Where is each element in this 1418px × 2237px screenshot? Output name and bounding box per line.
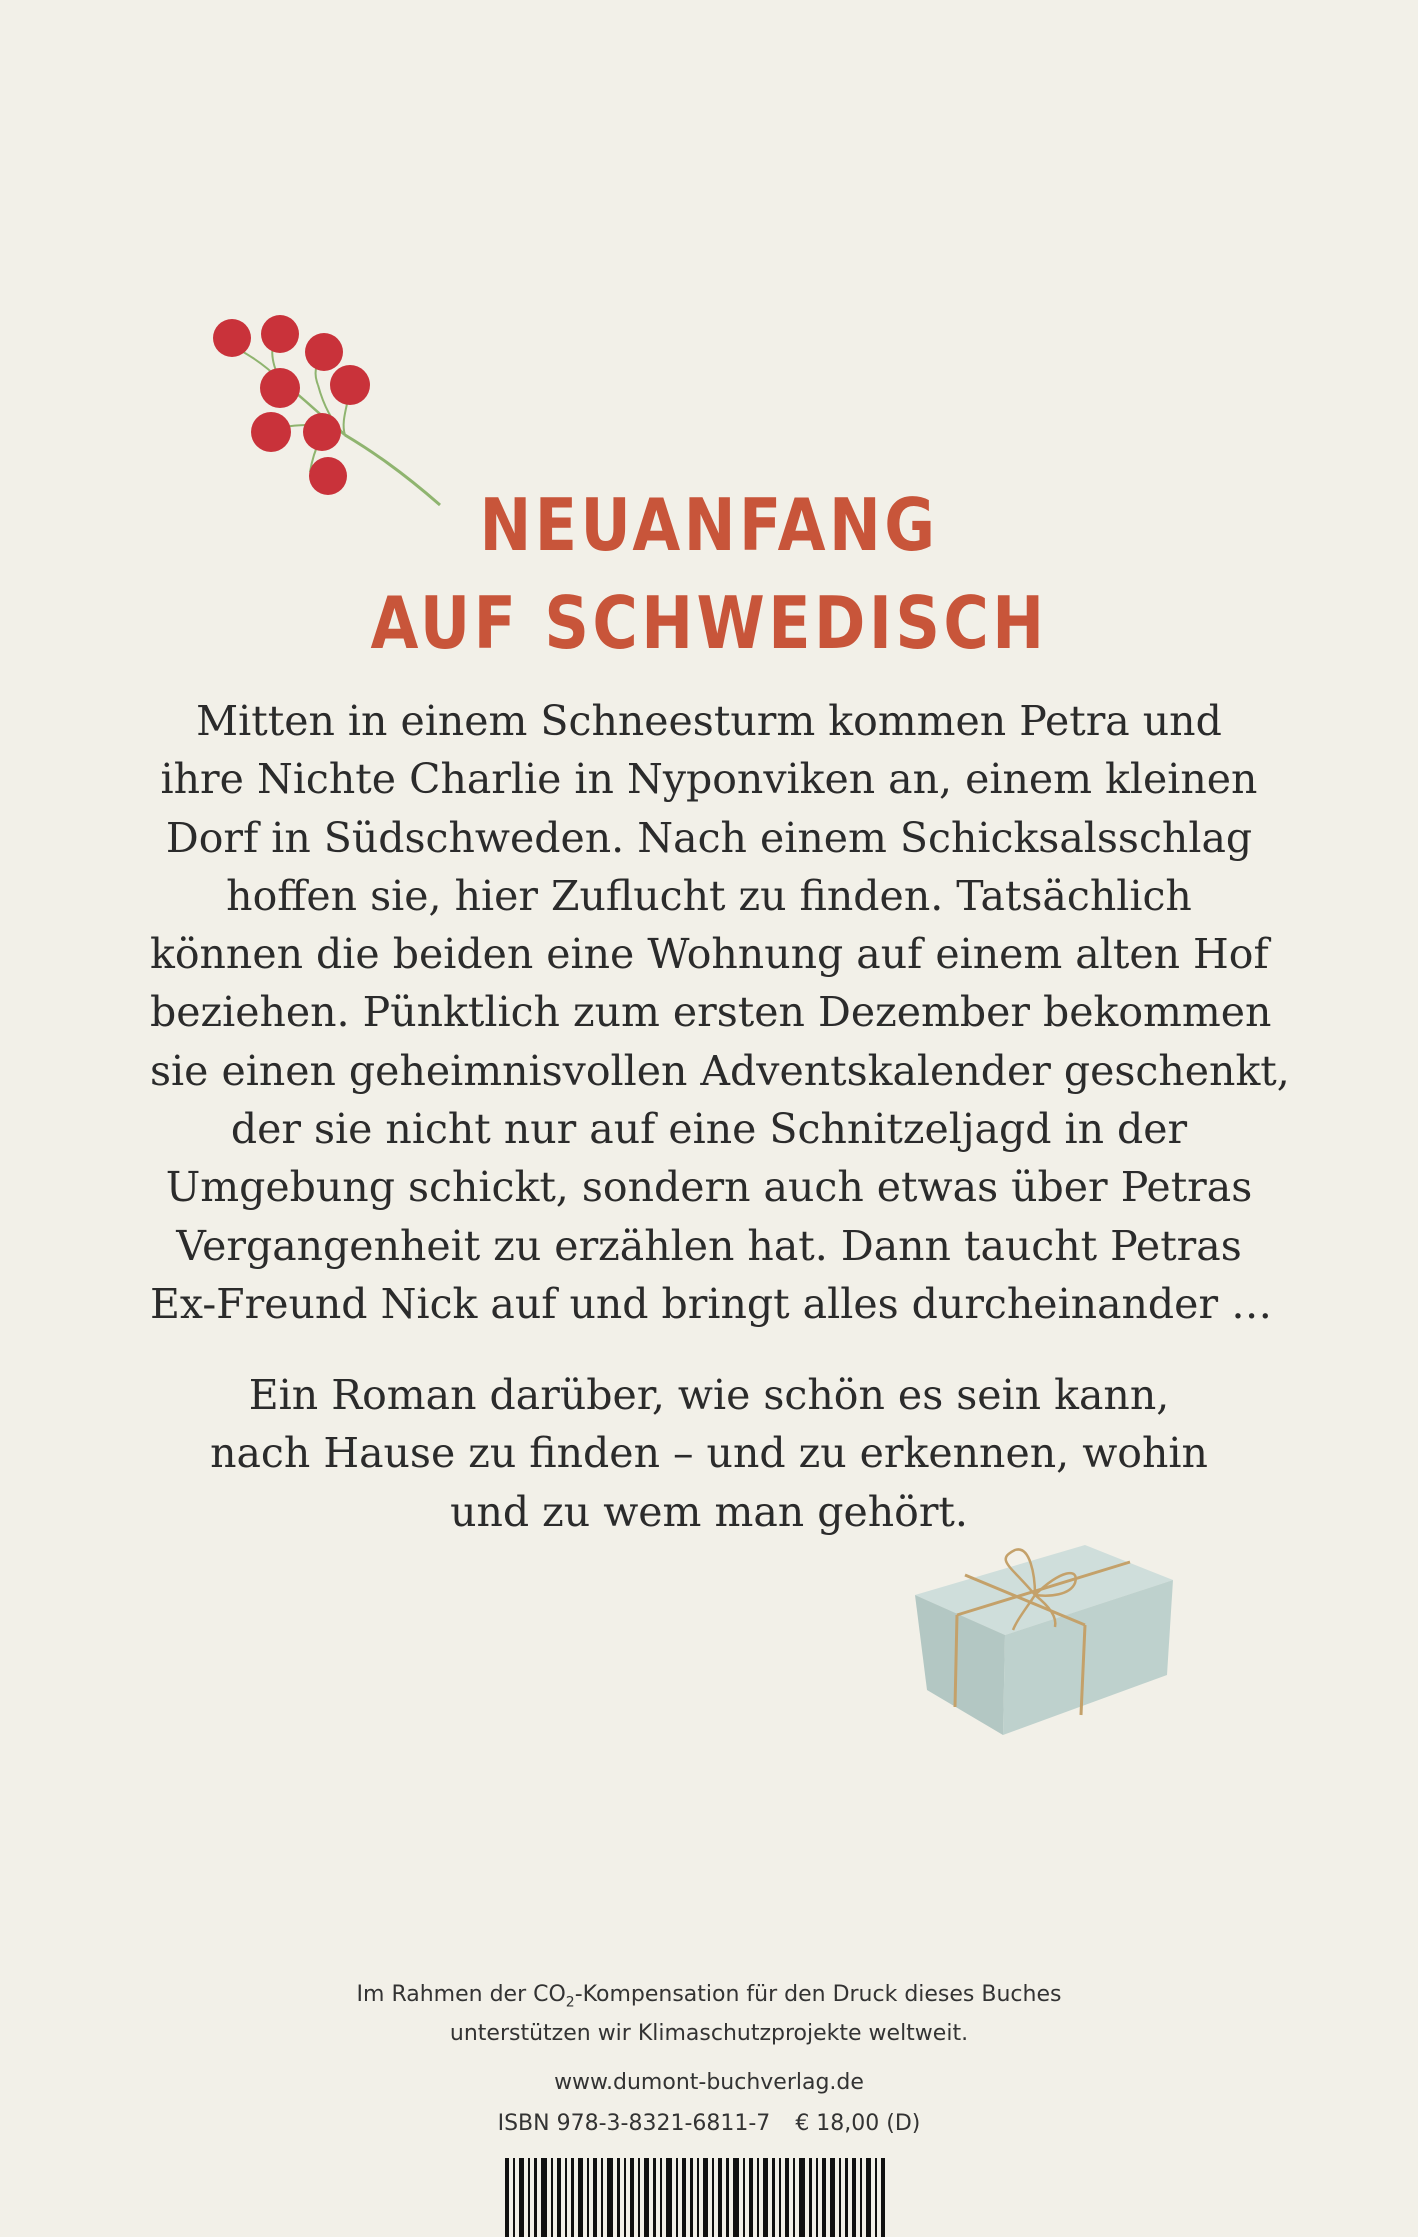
blurb-line: Umgebung schickt, sondern auch etwas über Petras: [165, 1163, 1253, 1212]
barcode-icon: [505, 2158, 885, 2237]
publisher-website[interactable]: www.dumont-buchverlag.de: [554, 2070, 864, 2095]
blurb-line: hoffen sie, hier Zuflucht zu finden. Tatsächlich: [226, 871, 1192, 920]
co2-notice-text: -Kompensation für den Druck dieses Buches: [574, 1982, 1062, 2007]
blurb-line: Dorf in Südschweden. Nach einem Schicksalsschlag: [165, 813, 1253, 862]
tagline-line: Ein Roman darüber, wie schön es sein kann,: [248, 1371, 1170, 1419]
headline: [0, 476, 1418, 672]
gift-box-icon: [905, 1535, 1180, 1745]
blurb-line: ihre Nichte Charlie in Nyponviken an, einem kleinen: [160, 755, 1258, 804]
isbn-number: ISBN 978-3-8321-6811-7: [497, 2111, 771, 2136]
tagline-paragraph: [150, 1366, 1268, 1541]
co2-notice: [0, 1979, 1418, 2050]
co2-notice-text: Im Rahmen der CO: [356, 1982, 566, 2007]
headline-line-2: AUF SCHWEDISCH: [370, 581, 1048, 665]
tagline-line: und zu wem man gehört.: [450, 1487, 968, 1536]
blurb-line: der sie nicht nur auf eine Schnitzeljagd in der: [230, 1105, 1188, 1154]
isbn-price-row: [0, 2111, 1418, 2136]
blurb-line: sie einen geheimnisvollen Adventskalender geschenkt,: [150, 1046, 1290, 1095]
headline-line-1: NEUANFANG: [479, 483, 939, 567]
co2-subscript: 2: [565, 1994, 575, 2011]
blurb-paragraph: [150, 692, 1290, 1333]
price: € 18,00 (D): [795, 2111, 921, 2136]
blurb-line: können die beiden eine Wohnung auf einem alten Hof: [150, 930, 1269, 979]
tagline-line: nach Hause zu finden – und zu erkennen, wohin: [210, 1429, 1208, 1478]
blurb-line: beziehen. Pünktlich zum ersten Dezember bekommen: [150, 988, 1272, 1037]
blurb-line: Vergangenheit zu erzählen hat. Dann taucht Petras: [176, 1221, 1242, 1270]
blurb-line: Mitten in einem Schneesturm kommen Petra und: [196, 697, 1222, 745]
co2-notice-line-2: unterstützen wir Klimaschutzprojekte weltweit.: [449, 2021, 969, 2047]
blurb-line: Ex-Freund Nick auf und bringt alles durcheinander …: [150, 1279, 1273, 1328]
